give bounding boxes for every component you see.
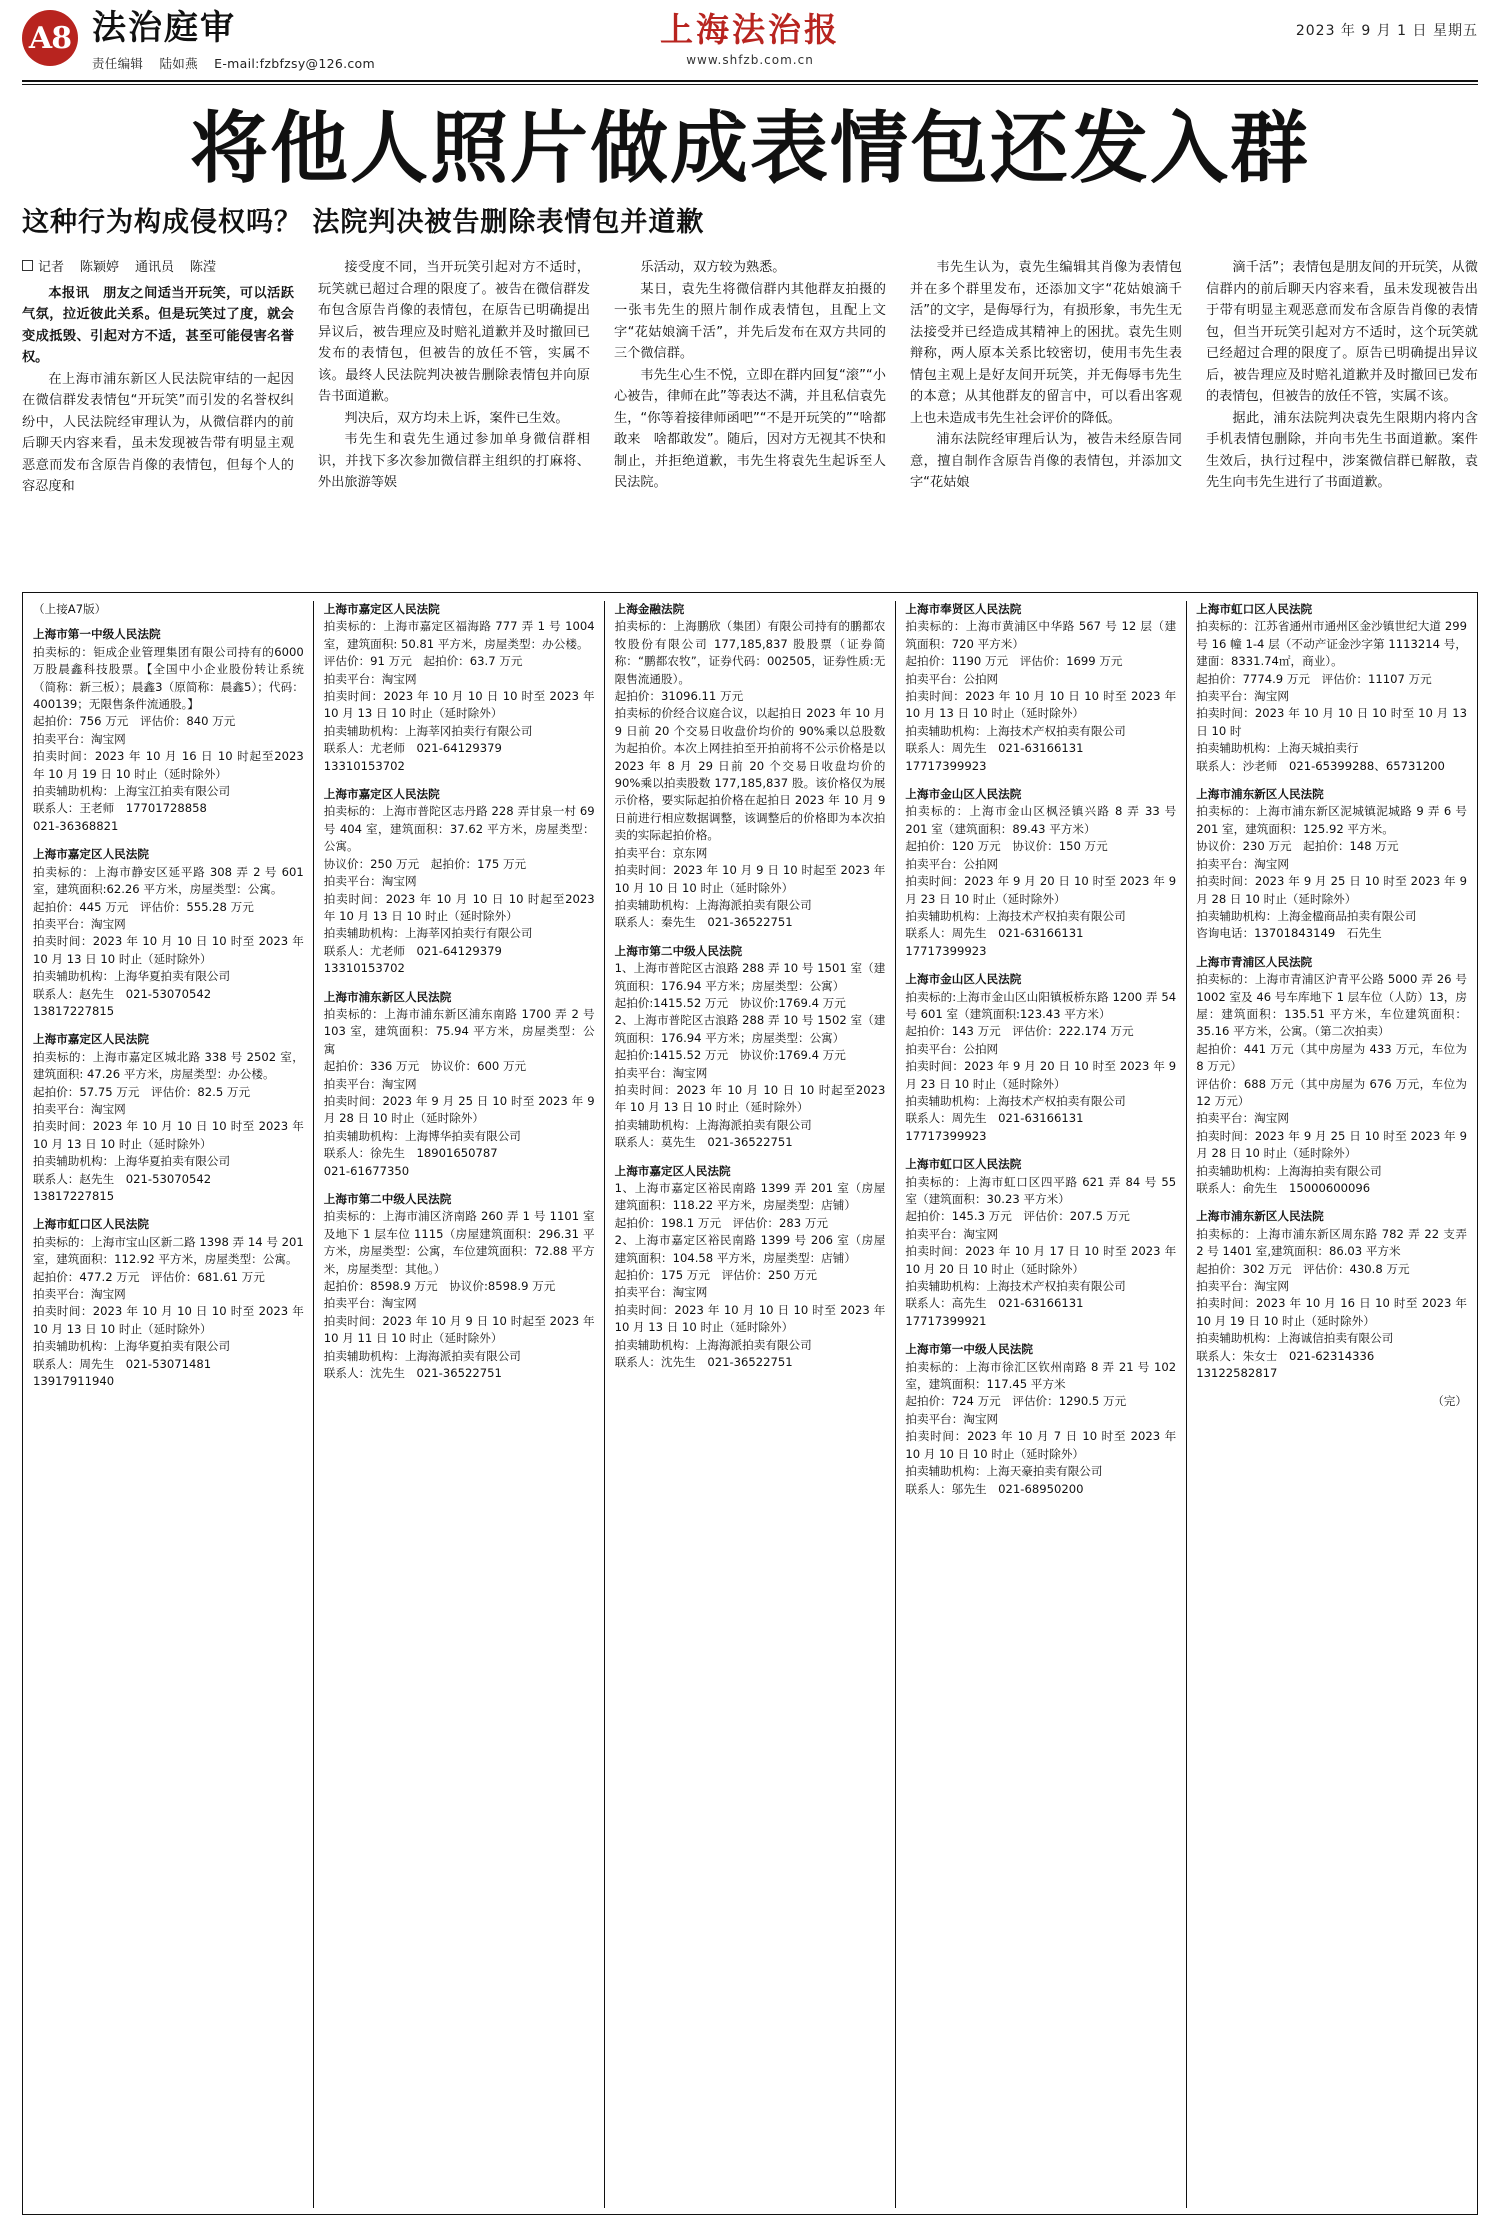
auction-notice-line: 拍卖时间：2023 年 10 月 10 日 10 时至 2023 年 10 月 13 日 10 时止（延时除外） xyxy=(33,934,304,966)
auction-notice-line: 拍卖标的：上海市嘉定区福海路 777 弄 1 号 1004 室，建筑面积: 50.81 平方米，房屋类型：办公楼。 xyxy=(323,619,595,651)
lead-paragraph-3: 接受度不同，当开玩笑引起对方不适时，玩笑就已超过合理的限度了。被告在微信群发布包含原告肖像的表情包，在原告已明确提出异议后，被告理应及时赔礼道歉并及时撤回已发布的表情包，但被告的放任不管，实属不该。最终人民法院判决被告删除表情包并向原告书面道歉。 xyxy=(318,260,590,404)
auction-notice-line: 起拍价：145.3 万元 评估价：207.5 万元 xyxy=(905,1209,1130,1224)
auction-notice-line: 2、上海市嘉定区裕民南路 1399 号 206 室（房屋建筑面积：104.58 平方米，房屋类型：店铺） xyxy=(614,1233,886,1265)
auction-notice-line: 起拍价：336 万元 协议价：600 万元 xyxy=(323,1059,527,1074)
auction-notice-line: 起拍价：143 万元 评估价：222.174 万元 xyxy=(905,1024,1134,1039)
auction-notice-line: 拍卖平台：淘宝网 xyxy=(1196,1279,1289,1294)
lead-paragraph-6: 乐活动，双方较为熟悉。 xyxy=(640,260,786,275)
auction-notice-line: 13122582817 xyxy=(1196,1366,1278,1381)
auction-notice-line: 拍卖时间：2023 年 9 月 25 日 10 时至 2023 年 9 月 28 日 10 时止（延时除外） xyxy=(1196,1128,1467,1161)
auction-notice-line: 联系人：尤老师 021-64129379 xyxy=(323,741,502,756)
auction-notice-line: 拍卖辅助机构：上海海派拍卖有限公司 xyxy=(614,897,812,912)
auction-notice-line: 拍卖时间：2023 年 9 月 25 日 10 时至 2023 年 9 月 28 日 10 时止（延时除外） xyxy=(323,1093,595,1126)
auction-notice-line: 拍卖标的：上海市静安区延平路 308 弄 2 号 601 室，建筑面积:62.26 平方米，房屋类型：公寓。 xyxy=(33,864,304,897)
auction-notice-line: 13310153702 xyxy=(323,758,405,773)
auction-notice-line: 拍卖辅助机构：上海宝江拍卖有限公司 xyxy=(33,784,231,799)
auction-notice-line: 拍卖辅助机构：上海诚信拍卖有限公司 xyxy=(1196,1331,1394,1346)
court-name: 上海市浦东新区人民法院 xyxy=(323,989,452,1004)
auction-notice-line: 联系人：徐先生 18901650787 xyxy=(323,1146,498,1161)
auction-notice-item xyxy=(33,846,304,1020)
auction-notice-line: 拍卖平台：淘宝网 xyxy=(33,1287,126,1302)
auction-notice-line: 拍卖平台：淘宝网 xyxy=(33,916,126,931)
auction-notice-item xyxy=(905,601,1176,775)
court-name: 上海市第二中级人民法院 xyxy=(614,943,743,958)
auction-notice-line: 联系人：周先生 021-63166131 xyxy=(905,1111,1084,1126)
auction-notice-line: 起拍价：724 万元 评估价：1290.5 万元 xyxy=(905,1394,1127,1409)
auction-notice-item xyxy=(1196,601,1467,775)
lead-column-3 xyxy=(614,257,886,498)
lead-column-1 xyxy=(22,257,294,498)
auction-notice-item xyxy=(1196,1208,1467,1382)
auction-notice-item xyxy=(324,989,595,1180)
auction-notice-line: 拍卖时间：2023 年 10 月 10 日 10 时至 2023 年 10 月 13 日 10 时止（延时除外） xyxy=(614,1302,886,1335)
auction-notice-line: 拍卖标的：钜成企业管理集团有限公司持有的6000万股晨鑫科技股票。【全国中小企业股份转让系统（简称：新三板）；晨鑫3（原简称：晨鑫5）；代码：400139；无限售条件流通股。】 xyxy=(33,644,304,712)
editor-label: 责任编辑 xyxy=(92,56,144,71)
auction-notice-line: 拍卖辅助机构：上海海拍卖有限公司 xyxy=(1196,1163,1382,1178)
auction-notice-line: 起拍价：31096.11 万元 xyxy=(614,689,744,704)
lead-article xyxy=(22,257,1478,498)
auction-notice-line: 1、上海市嘉定区裕民南路 1399 弄 201 室（房屋建筑面积：118.22 平方米，房屋类型：店铺） xyxy=(614,1181,886,1213)
auction-notice-line: 起拍价：756 万元 评估价：840 万元 xyxy=(33,714,236,729)
court-name: 上海金融法院 xyxy=(614,602,685,616)
auction-notice-line: 拍卖时间：2023 年 10 月 10 日 10 时至 2023 年 10 月 13 日 10 时止（延时除外） xyxy=(323,689,595,721)
auction-notice-line: 拍卖辅助机构：上海海派拍卖有限公司 xyxy=(323,1348,521,1363)
auction-notice-line: 起拍价:1415.52 万元 协议价:1769.4 万元 xyxy=(614,995,846,1010)
continued-from-note: （上接A7版） xyxy=(33,602,107,616)
auction-notice-line: 2、上海市普陀区古浪路 288 弄 10 号 1502 室（建筑面积：176.94 平方米；房屋类型：公寓） xyxy=(614,1013,886,1045)
auction-notice-item xyxy=(1196,786,1467,943)
masthead-divider xyxy=(22,80,1478,82)
auction-notice-line: 拍卖辅助机构：上海华夏拍卖有限公司 xyxy=(33,969,231,984)
auction-notice-line: 拍卖辅助机构：上海华夏拍卖有限公司 xyxy=(33,1339,231,1354)
auction-notice-item xyxy=(33,626,304,835)
auction-notice-line: 拍卖时间：2023 年 10 月 9 日 10 时起至 2023 年 10 月 11 日 10 时止（延时除外） xyxy=(323,1313,595,1346)
auction-notice-line: 拍卖辅助机构：上海海派拍卖有限公司 xyxy=(614,1117,812,1132)
auction-notice-line: 联系人：高先生 021-63166131 xyxy=(905,1296,1084,1311)
auction-notice-line: 拍卖辅助机构：上海莘冈拍卖行有限公司 xyxy=(323,723,533,738)
auction-notice-line: 拍卖平台：淘宝网 xyxy=(323,1296,417,1311)
auction-notice-item xyxy=(324,601,595,775)
auction-notice-line: 拍卖标的：江苏省通州市通州区金沙镇世纪大道 299 号 16 幢 1-4 层（不动产证金沙字第 1113214 号，建面：8331.74㎡，商业）。 xyxy=(1196,619,1467,669)
court-name: 上海市嘉定区人民法院 xyxy=(323,787,440,802)
auction-notice-line: 拍卖标的：上海市浦东新区浦东南路 1700 弄 2 号 103 室，建筑面积：75.94 平方米，房屋类型：公寓 xyxy=(323,1006,595,1056)
auction-notice-line: 021-36368821 xyxy=(33,818,119,833)
auction-notice-line: 拍卖平台：淘宝网 xyxy=(33,731,126,746)
auction-notice-line: 17717399923 xyxy=(905,943,987,958)
auction-notice-line: 起拍价：441 万元（其中房屋为 433 万元，车位为 8 万元） xyxy=(1196,1041,1467,1074)
auction-notice-line: 联系人：周先生 021-63166131 xyxy=(905,926,1084,941)
court-name: 上海市青浦区人民法院 xyxy=(1196,954,1313,969)
auction-notice-line: 拍卖平台：淘宝网 xyxy=(323,671,417,686)
auction-notice-line: 拍卖标的：上海市浦区济南路 260 弄 1 号 1101 室及地下 1 层车位 1115（房屋建筑面积：296.31 平方米，房屋类型：公寓，车位建筑面积：72.88 平方米，房屋类型：其他。） xyxy=(323,1209,595,1276)
auction-notice-line: 13310153702 xyxy=(323,961,405,976)
page-title: 将他人照片做成表情包还发入群 xyxy=(189,103,1310,194)
auction-notice-line: 评估价：91 万元 起拍价：63.7 万元 xyxy=(323,654,523,669)
auction-notice-line: 拍卖标的：上海市黄浦区中华路 567 号 12 层（建筑面积：720 平方米） xyxy=(905,619,1177,651)
auction-notice-item xyxy=(615,601,886,932)
auction-notice-item xyxy=(324,1191,595,1382)
court-name: 上海市虹口区人民法院 xyxy=(1196,602,1313,616)
auction-notice-line: 咨询电话：13701843149 石先生 xyxy=(1196,926,1382,941)
auction-notice-line: 拍卖辅助机构：上海技术产权拍卖有限公司 xyxy=(905,723,1126,738)
auction-notice-line: 联系人：莫先生 021-36522751 xyxy=(614,1135,793,1150)
masthead xyxy=(22,8,1478,80)
auction-notice-line: 联系人：邬先生 021-68950200 xyxy=(905,1481,1084,1496)
auction-notice-line: 拍卖标的：上海鹏欣（集团）有限公司持有的鹏都农牧股份有限公司 177,185,837 股股票（证券简称：“鹏都农牧”，证券代码：002505，证券性质:无限售流通股）。 xyxy=(614,619,886,686)
paper-url[interactable]: www.shfzb.com.cn xyxy=(686,53,814,67)
auction-notice-item xyxy=(33,1031,304,1205)
auction-notice-line: 拍卖平台：公拍网 xyxy=(905,1041,999,1056)
lead-paragraph-9: 韦先生认为，袁先生编辑其肖像为表情包并在多个群里发布，还添加文字“花姑娘滴千活”的文字，是侮辱行为，有损形象，韦先生无法接受并已经造成其精神上的困扰。袁先生则辩称，两人原本关系比较密切，使用韦先生表情包主观上是好友间开玩笑，并无侮辱韦先生的本意；从其他群友的留言中，可以看出客观上也未造成韦先生社会评价的降低。 xyxy=(910,260,1182,426)
auction-notice-line: 协议价：250 万元 起拍价：175 万元 xyxy=(323,856,527,871)
auction-notice-line: 联系人：秦先生 021-36522751 xyxy=(614,915,793,930)
court-name: 上海市嘉定区人民法院 xyxy=(33,847,149,862)
publication-date: 2023 年 9 月 1 日 星期五 xyxy=(1295,23,1478,39)
auction-notice-line: 拍卖时间：2023 年 10 月 16 日 10 时起至2023 年 10 月 19 日 10 时止（延时除外） xyxy=(33,749,304,781)
lead-paragraph-8: 韦先生心生不悦，立即在群内回复“滚”“小心被告，律师在此”等表达不满，并且私信袁先生，“你等着接律师函吧”“不是开玩笑的”“啥都敢来 啥都敢发”。随后，因对方无视其不快和制止，并拒绝道歉，韦先生将袁先生起诉至人民法院。 xyxy=(614,367,886,490)
auction-notice-line: 协议价：230 万元 起拍价：148 万元 xyxy=(1196,839,1399,854)
auction-notice-line: 拍卖平台：淘宝网 xyxy=(33,1101,126,1116)
section-title: 法治庭审 xyxy=(92,8,236,48)
auction-notice-line: 13817227815 xyxy=(33,1003,115,1018)
auction-notice-line: 拍卖辅助机构：上海天城拍卖行 xyxy=(1196,741,1359,756)
auction-notice-line: 拍卖辅助机构：上海金楹商品拍卖有限公司 xyxy=(1196,908,1417,923)
auction-notice-line: 拍卖平台：公拍网 xyxy=(905,856,999,871)
auction-notice-line: 拍卖时间：2023 年 10 月 10 日 10 时至 10 月 13 日 10 时 xyxy=(1196,706,1467,738)
court-name: 上海市浦东新区人民法院 xyxy=(1196,787,1324,802)
auction-notice-line: 拍卖辅助机构：上海海派拍卖有限公司 xyxy=(614,1337,812,1352)
auction-notice-box xyxy=(22,592,1478,2215)
auction-notice-line: 拍卖标的：上海市虹口区四平路 621 弄 84 号 55 室（建筑面积：30.23 平方米） xyxy=(905,1174,1177,1206)
court-name: 上海市第二中级人民法院 xyxy=(323,1192,452,1206)
court-name: 上海市奉贤区人民法院 xyxy=(905,602,1022,616)
auction-notice-line: 起拍价：175 万元 评估价：250 万元 xyxy=(614,1268,817,1283)
auction-notice-line: 021-61677350 xyxy=(323,1163,410,1178)
auction-notice-line: 拍卖辅助机构：上海技术产权拍卖有限公司 xyxy=(905,1093,1126,1108)
auction-notice-item xyxy=(905,786,1176,960)
end-of-notice-mark: （完） xyxy=(1432,1394,1467,1409)
auction-notice-line: 起拍价：445 万元 评估价：555.28 万元 xyxy=(33,899,254,914)
lead-paragraph-7: 某日，袁先生将微信群内其他群友拍摄的一张韦先生的照片制作成表情包，且配上文字“花姑娘滴千活”，并先后发布在双方共同的三个微信群。 xyxy=(614,281,886,361)
auction-notice-line: 联系人：沈先生 021-36522751 xyxy=(614,1355,793,1370)
auction-notice-line: 拍卖标的：上海市嘉定区城北路 338 号 2502 室，建筑面积: 47.26 平方米，房屋类型：办公楼。 xyxy=(33,1049,304,1082)
auction-notice-line: 起拍价：7774.9 万元 评估价：11107 万元 xyxy=(1196,671,1432,686)
auction-notice-line: 拍卖标的:上海市金山区山阳镇板桥东路 1200 弄 54 号 601 室（建筑面积:123.43 平方米） xyxy=(905,989,1177,1021)
auction-notice-line: 拍卖标的：上海市普陀区志丹路 228 弄甘泉一村 69 号 404 室，建筑面积：37.62 平方米，房屋类型：公寓。 xyxy=(323,804,595,854)
court-name: 上海市嘉定区人民法院 xyxy=(323,602,440,616)
auction-notice-line: 拍卖平台：淘宝网 xyxy=(905,1226,999,1241)
auction-notice-line: 拍卖辅助机构：上海莘冈拍卖行有限公司 xyxy=(323,926,533,941)
court-name: 上海市浦东新区人民法院 xyxy=(1196,1209,1324,1224)
byline-correspondent-label: 通讯员 xyxy=(135,260,175,275)
auction-notice-line: 拍卖平台：京东网 xyxy=(614,845,708,860)
auction-notice-line: 拍卖时间：2023 年 10 月 10 日 10 时起至2023 年 10 月 13 日 10 时止（延时除外） xyxy=(323,891,595,923)
auction-notice-line: 联系人：赵先生 021-53070542 xyxy=(33,1171,212,1186)
auction-notice-line: 拍卖标的：上海市宝山区新二路 1398 弄 14 号 201 室，建筑面积：112.92 平方米，房屋类型：公寓。 xyxy=(33,1234,304,1267)
auction-notice-line: 联系人：尤老师 021-64129379 xyxy=(323,943,502,958)
lead-paragraph-2: 在上海市浦东新区人民法院审结的一起因在微信群发表情包“开玩笑”而引发的名誉权纠纷中，人民法院经审理认为，从微信群内的前后聊天内容来看，虽未发现被告带有明显主观恶意而发布含原告肖像的表情包，但每个人的容忍度和 xyxy=(22,371,294,494)
auction-notice-line: 拍卖平台：淘宝网 xyxy=(614,1065,708,1080)
court-name: 上海市第一中级人民法院 xyxy=(33,627,161,642)
auction-notice-line: 拍卖平台：淘宝网 xyxy=(323,1076,417,1091)
auction-notice-line: 拍卖辅助机构：上海华夏拍卖有限公司 xyxy=(33,1154,231,1169)
auction-notice-item xyxy=(905,971,1176,1145)
auction-notice-line: 拍卖时间：2023 年 10 月 10 日 10 时至 2023 年 10 月 13 日 10 时止（延时除外） xyxy=(33,1304,304,1336)
byline-reporter-label: 记者 xyxy=(38,260,65,275)
auction-notice-line: 起拍价：477.2 万元 评估价：681.61 万元 xyxy=(33,1269,265,1284)
auction-notice-line: 拍卖时间：2023 年 10 月 9 日 10 时起至 2023 年 10 月 10 日 10 时止（延时除外） xyxy=(614,863,886,895)
auction-notice-line: 联系人：王老师 17701728858 xyxy=(33,801,207,816)
court-name: 上海市金山区人民法院 xyxy=(905,972,1022,987)
auction-notice-line: 起拍价:1415.52 万元 协议价:1769.4 万元 xyxy=(614,1048,846,1063)
auction-notice-line: 拍卖辅助机构：上海技术产权拍卖有限公司 xyxy=(905,908,1126,923)
auction-notice-line: 联系人：沈先生 021-36522751 xyxy=(323,1366,502,1381)
auction-notice-line: 拍卖平台：淘宝网 xyxy=(1196,689,1289,704)
court-name: 上海市嘉定区人民法院 xyxy=(614,1163,731,1178)
masthead-left xyxy=(22,8,387,72)
court-name: 上海市虹口区人民法院 xyxy=(33,1217,149,1232)
auction-notice-line: 起拍价：57.75 万元 评估价：82.5 万元 xyxy=(33,1084,251,1099)
court-name: 上海市嘉定区人民法院 xyxy=(33,1032,149,1047)
auction-notice-line: 联系人：周先生 021-63166131 xyxy=(905,741,1084,756)
byline xyxy=(22,257,294,279)
court-name: 上海市金山区人民法院 xyxy=(905,787,1022,802)
auction-notice-line: 17717399923 xyxy=(905,1128,987,1143)
paper-name: 上海法治报 xyxy=(660,10,840,49)
auction-notice-line: 拍卖时间：2023 年 10 月 10 日 10 时起至2023 年 10 月 13 日 10 时止（延时除外） xyxy=(614,1082,886,1115)
masthead-center xyxy=(660,10,840,67)
auction-notice-item xyxy=(905,1156,1176,1330)
auction-notice-item xyxy=(1196,954,1467,1198)
auction-notice-line: 拍卖时间：2023 年 9 月 20 日 10 时至 2023 年 9 月 23 日 10 时止（延时除外） xyxy=(905,874,1177,906)
auction-notice-line: 拍卖标的：上海市浦东新区周东路 782 弄 22 支弄 2 号 1401 室,建筑面积：86.03 平方米 xyxy=(1196,1226,1467,1259)
auction-notice-line: 联系人：周先生 021-53071481 xyxy=(33,1356,212,1371)
auction-notice-line: 拍卖标的：上海市徐汇区钦州南路 8 弄 21 号 102 室，建筑面积：117.45 平方米 xyxy=(905,1359,1177,1392)
editor-email: E-mail:fzbfzsy@126.com xyxy=(214,56,375,71)
auction-notice-line: 拍卖平台：淘宝网 xyxy=(1196,1111,1289,1126)
auction-notice-line: 拍卖标的价经合议庭合议，以起拍日 2023 年 10 月 9 日前 20 个交易日收盘价均价的 90%乘以总股数为起拍价。本次上网挂拍至开拍前将不公示价格是以 2023 年 8 月 29 日前 20 个交易日收盘均价的 90%乘以拍卖股数 177,185,837 股。该价格仅为展示价格，要实际起拍价格在起拍日 2023 年 10 月 9 日前进行相应数据调整，该调整后的价格即为本次拍卖的实际起拍价格。 xyxy=(614,706,886,843)
auction-notice-line: 拍卖辅助机构：上海天豪拍卖有限公司 xyxy=(905,1464,1103,1479)
auction-notice-item xyxy=(33,1216,304,1390)
lead-paragraph-1: 本报讯 朋友之间适当开玩笑，可以活跃气氛，拉近彼此关系。但是玩笑过了度，就会变成抵毁、引起对方不适，甚至可能侵害名誉权。 xyxy=(22,285,294,365)
auction-notice-line: 拍卖辅助机构：上海技术产权拍卖有限公司 xyxy=(905,1279,1126,1294)
editor-line xyxy=(92,56,387,72)
lead-paragraph-10: 浦东法院经审理后认为，被告未经原告同意，擅自制作含原告肖像的表情包，并添加文字“花姑娘 xyxy=(910,432,1182,490)
auction-notice-line: 拍卖平台：淘宝网 xyxy=(323,874,417,889)
auction-notice-line: 13917911940 xyxy=(33,1374,115,1389)
auction-notice-item xyxy=(615,1163,886,1372)
lead-paragraph-4: 判决后，双方均未上诉，案件已生效。 xyxy=(344,410,569,426)
byline-correspondent: 陈滢 xyxy=(190,260,217,275)
auction-notice-line: 拍卖时间：2023 年 10 月 10 日 10 时至 2023 年 10 月 13 日 10 时止（延时除外） xyxy=(33,1119,304,1151)
auction-notice-line: 拍卖辅助机构：上海博华拍卖有限公司 xyxy=(323,1128,521,1143)
auction-notice-line: 起拍价：120 万元 协议价：150 万元 xyxy=(905,839,1108,854)
auction-notice-line: 拍卖平台：淘宝网 xyxy=(614,1285,708,1300)
lead-paragraph-11: 滴千活”；表情包是朋友间的开玩笑，从微信群内的前后聊天内容来看，虽未发现被告出于带有明显主观恶意而发布含原告肖像的表情包，但当开玩笑引起对方不适时，这个玩笑就已经超过合理的限度了。原告已明确提出异议后，被告理应及时赔礼道歉并及时撤回已发布的表情包，但被告的放任不管，实属不该。 xyxy=(1206,260,1478,404)
auction-notice-line: 联系人：赵先生 021-53070542 xyxy=(33,986,212,1001)
masthead-divider-thin xyxy=(22,84,1478,85)
auction-notice-item xyxy=(905,1341,1176,1498)
court-name: 上海市第一中级人民法院 xyxy=(905,1342,1033,1357)
lead-column-2 xyxy=(318,257,590,498)
bullet-icon xyxy=(22,260,33,271)
auction-notice-line: 联系人：俞先生 15000600096 xyxy=(1196,1181,1371,1195)
auction-notice-line: 评估价：688 万元（其中房屋为 676 万元，车位为 12 万元） xyxy=(1196,1076,1467,1108)
auction-notice-line: 拍卖时间：2023 年 10 月 10 日 10 时至 2023 年 10 月 13 日 10 时止（延时除外） xyxy=(905,689,1177,721)
auction-notice-line: 起拍价：1190 万元 评估价：1699 万元 xyxy=(905,654,1123,669)
auction-notice-line: 起拍价：8598.9 万元 协议价:8598.9 万元 xyxy=(323,1279,556,1294)
auction-notice-line: 起拍价：198.1 万元 评估价：283 万元 xyxy=(614,1215,829,1230)
editor-name: 陆如燕 xyxy=(159,56,198,71)
page-subtitle: 这种行为构成侵权吗？ 法院判决被告删除表情包并道歉 xyxy=(22,207,705,238)
auction-notice-line: 17717399921 xyxy=(905,1313,987,1328)
lead-paragraph-12: 据此，浦东法院判决袁先生限期内将内含手机表情包删除，并向韦先生书面道歉。案件生效后，执行过程中，涉案微信群已解散，袁先生向韦先生进行了书面道歉。 xyxy=(1206,410,1478,490)
auction-notice-line: 拍卖平台：淘宝网 xyxy=(1196,856,1289,871)
auction-notice-line: 拍卖标的：上海市金山区枫泾镇兴路 8 弄 33 号 201 室（建筑面积：89.43 平方米） xyxy=(905,804,1177,836)
auction-notice-line: 拍卖平台：公拍网 xyxy=(905,671,999,686)
auction-notice-line: 联系人：沙老师 021-65399288、65731200 xyxy=(1196,758,1445,773)
auction-notice-line: 拍卖时间：2023 年 9 月 20 日 10 时至 2023 年 9 月 23 日 10 时止（延时除外） xyxy=(905,1059,1177,1091)
auction-notice-line: 拍卖时间：2023 年 10 月 7 日 10 时至 2023 年 10 月 10 日 10 时止（延时除外） xyxy=(905,1429,1177,1461)
byline-reporter: 陈颖婷 xyxy=(80,260,120,275)
auction-notice-item xyxy=(615,943,886,1152)
auction-notice-line: 13817227815 xyxy=(33,1189,115,1203)
auction-notice-line: 拍卖时间：2023 年 9 月 25 日 10 时至 2023 年 9 月 28 日 10 时止（延时除外） xyxy=(1196,874,1467,906)
auction-notice-line: 拍卖时间：2023 年 10 月 17 日 10 时至 2023 年 10 月 20 日 10 时止（延时除外） xyxy=(905,1244,1177,1276)
lead-paragraph-5: 韦先生和袁先生通过参加单身微信群相识，并找下多次参加微信群主组织的打麻将、外出旅游等娱 xyxy=(318,432,590,490)
section-title-wrap xyxy=(92,8,387,72)
lead-column-4 xyxy=(910,257,1182,498)
page-number-badge: A8 xyxy=(22,10,78,66)
lead-column-5 xyxy=(1206,257,1478,498)
court-name: 上海市虹口区人民法院 xyxy=(905,1157,1022,1172)
auction-notice-columns xyxy=(33,601,1467,2208)
auction-notice-line: 拍卖平台：淘宝网 xyxy=(905,1411,999,1426)
auction-notice-line: 1、上海市普陀区古浪路 288 弄 10 号 1501 室（建筑面积：176.94 平方米；房屋类型：公寓） xyxy=(614,961,886,993)
auction-notice-line: 拍卖标的：上海市青浦区沪青平公路 5000 弄 26 号 1002 室及 46 号车库地下 1 层车位（人防）13，房屋：建筑面积：135.51 平方米，车位建筑面积：35.16 平方米，公寓。（第二次拍卖） xyxy=(1196,972,1467,1039)
auction-notice-line: 拍卖标的：上海市浦东新区泥城镇泥城路 9 弄 6 号 201 室，建筑面积：125.92 平方米。 xyxy=(1196,804,1467,836)
auction-notice-line: 17717399923 xyxy=(905,758,987,773)
auction-notice-line: 起拍价：302 万元 评估价：430.8 万元 xyxy=(1196,1261,1410,1276)
auction-notice-line: 联系人：朱女士 021-62314336 xyxy=(1196,1348,1375,1363)
auction-notice-line: 拍卖时间：2023 年 10 月 16 日 10 时至 2023 年 10 月 19 日 10 时止（延时除外） xyxy=(1196,1296,1467,1328)
auction-notice-item xyxy=(324,786,595,977)
